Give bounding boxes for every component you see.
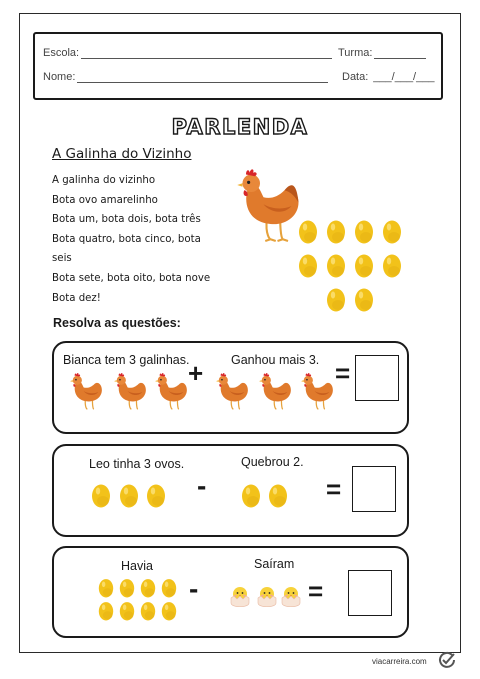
egg-icon [326,218,346,248]
egg-icon [354,218,374,248]
egg-icon [119,600,135,625]
egg-icon [241,480,261,514]
q2-left-text: Leo tinha 3 ovos. [89,457,185,471]
hatching-chick-icon [228,583,252,615]
q3-minus-sign: - [189,573,199,604]
poem-title: A Galinha do Vizinho [52,146,192,162]
poem-line: seis [52,253,72,265]
turma-blank[interactable] [374,48,426,59]
data-field[interactable] [342,71,434,83]
hatching-chick-icon [279,583,303,615]
q2-minus-sign: - [197,470,207,501]
q3-equals-sign: = [308,576,324,606]
q2-right-text: Quebrou 2. [241,455,304,469]
poem-line: Bota sete, bota oito, bota nove [52,272,211,284]
egg-icon [140,600,156,625]
egg-icon [98,600,114,625]
egg-icon [161,577,177,602]
poem-line: Bota ovo amarelinho [52,194,158,206]
nome-label: Nome: [43,71,76,83]
poem-line: A galinha do vizinho [52,175,156,186]
egg-icon [146,480,166,514]
nome-blank[interactable] [77,72,328,83]
poem-line: Bota um, bota dois, bota três [52,214,201,226]
egg-icon [119,480,139,514]
check-logo-icon [438,651,456,673]
q3-left-text: Havia [121,559,153,573]
footer-site[interactable]: viacarreira.com [372,657,427,666]
poem-line: Bota quatro, bota cinco, bota [52,233,201,245]
egg-icon [298,252,318,282]
turma-field[interactable] [338,47,426,59]
page-title: PARLENDA [171,115,309,139]
plus-sign: + [188,358,204,388]
q1-equals-sign: = [335,358,351,388]
hen-icon [256,372,293,416]
q1-answer-box[interactable] [355,355,399,401]
egg-icon [354,286,374,316]
egg-icon [161,600,177,625]
hen-icon [152,372,189,416]
hen-icon [213,372,250,416]
poem-line: Bota dez! [52,292,101,304]
escola-label: Escola: [43,47,80,59]
egg-icon [91,480,111,514]
data-label: Data: [342,71,369,83]
nome-field[interactable] [43,71,328,83]
escola-blank[interactable] [81,48,332,59]
hen-icon [232,160,302,252]
escola-field[interactable] [43,47,332,59]
poem-text [52,171,217,308]
egg-icon [326,286,346,316]
q3-answer-box[interactable] [348,570,392,616]
q1-right-text: Ganhou mais 3. [231,353,320,367]
turma-label: Turma: [338,47,373,59]
q1-left-text: Bianca tem 3 galinhas. [63,353,190,367]
egg-icon [382,218,402,248]
egg-icon [382,252,402,282]
egg-icon [298,218,318,248]
hen-icon [67,372,104,416]
q3-right-text: Saíram [254,557,295,571]
student-info-box [33,32,443,100]
egg-icon [119,577,135,602]
egg-icon [326,252,346,282]
questions-heading: Resolva as questões: [53,316,181,330]
data-blank[interactable]: ___/___/___ [373,71,435,83]
q2-answer-box[interactable] [352,466,396,512]
egg-icon [354,252,374,282]
egg-icon [98,577,114,602]
q2-equals-sign: = [326,474,342,504]
hen-icon [111,372,148,416]
hen-illustration [232,160,302,256]
hen-icon [298,372,335,416]
egg-icon [140,577,156,602]
egg-icon [268,480,288,514]
hatching-chick-icon [255,583,279,615]
